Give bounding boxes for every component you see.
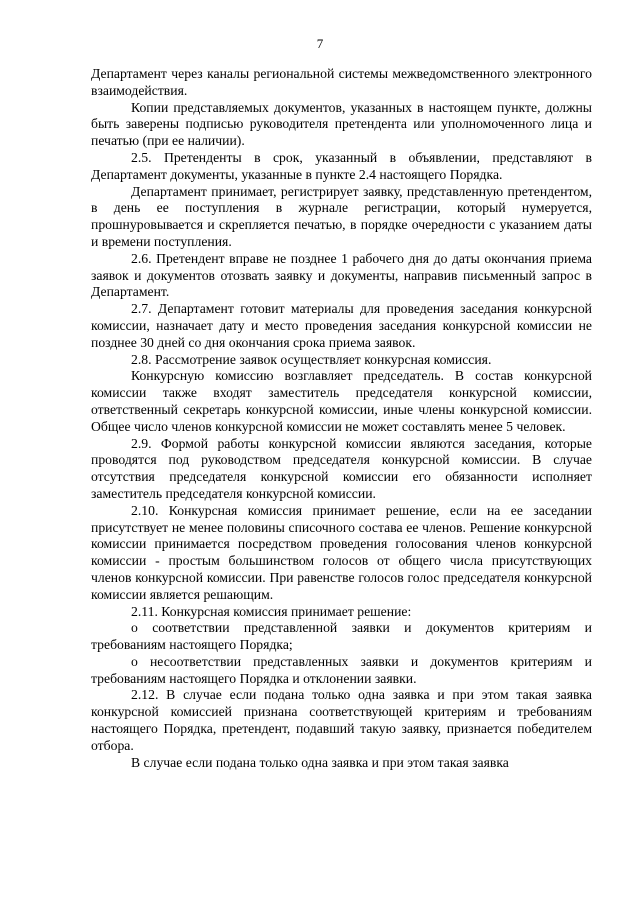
paragraph-registration: Департамент принимает, регистрирует заявку, представленную претендентом, в день ее поступления в журнале регистрации, который нумеруется, прошнуровывается и скрепляется печатью, в порядке очередности с указанием даты и времени поступления. [91, 183, 592, 249]
paragraph-single-application: В случае если подана только одна заявка и при этом такая заявка [131, 754, 509, 770]
paragraph-commission-composition: Конкурсную комиссию возглавляет председатель. В состав конкурсной комиссии также входят заместитель председателя конкурсной комиссии, ответственный секретарь конкурсной комиссии, иные члены конкурсной комиссии. Общее число членов конкурсной комиссии не может составлять менее 5 человек. [91, 368, 592, 434]
document-body [91, 66, 592, 771]
paragraph-2-9: 2.9. Формой работы конкурсной комиссии являются заседания, которые проводятся под руководством председателя конкурсной комиссии. В случае отсутствия председателя конкурсной комиссии его обязанности исполняет заместитель председателя конкурсной комиссии. [91, 435, 592, 501]
paragraph-2-6: 2.6. Претендент вправе не позднее 1 рабочего дня до даты окончания приема заявок и документов отозвать заявку и документы, направив письменный запрос в Департамент. [91, 250, 592, 300]
paragraph-2-11: 2.11. Конкурсная комиссия принимает решение: [131, 603, 412, 619]
paragraph-2-5: 2.5. Претенденты в срок, указанный в объявлении, представляют в Департамент документы, указанные в пункте 2.4 настоящего Порядка. [91, 149, 592, 182]
paragraph-decision-rejection: о несоответствии представленных заявки и документов критериям и требованиям настоящего Порядка и отклонении заявки. [91, 653, 592, 686]
paragraph-document-copies: Копии представляемых документов, указанных в настоящем пункте, должны быть заверены подписью руководителя претендента или уполномоченного лица и печатью (при ее наличии). [91, 99, 592, 149]
paragraph-2-12: 2.12. В случае если подана только одна заявка и при этом такая заявка конкурсной комиссией признана соответствующей критериям и требованиям настоящего Порядка, претендент, подавший такую заявку, признается победителем отбора. [91, 687, 592, 753]
paragraph-continuation: Департамент через каналы региональной системы межведомственного электронного взаимодействия. [91, 66, 592, 98]
paragraph-2-8: 2.8. Рассмотрение заявок осуществляет конкурсная комиссия. [131, 351, 492, 367]
paragraph-2-10: 2.10. Конкурсная комиссия принимает решение, если на ее заседании присутствует не менее половины списочного состава ее членов. Решение конкурсной комиссии принимается посредством проведения голосования членов конкурсной комиссии - простым большинством голосов от общего числа присутствующих членов конкурсной комиссии. При равенстве голосов голос председателя конкурсной комиссии является решающим. [91, 502, 592, 602]
paragraph-decision-compliance: о соответствии представленной заявки и документов критериям и требованиям настоящего Порядка; [91, 620, 592, 653]
paragraph-2-7: 2.7. Департамент готовит материалы для проведения заседания конкурсной комиссии, назначает дату и место проведения заседания конкурсной комиссии не позднее 30 дней со дня окончания срока приема заявок. [91, 301, 592, 350]
page-number: 7 [316, 36, 324, 51]
